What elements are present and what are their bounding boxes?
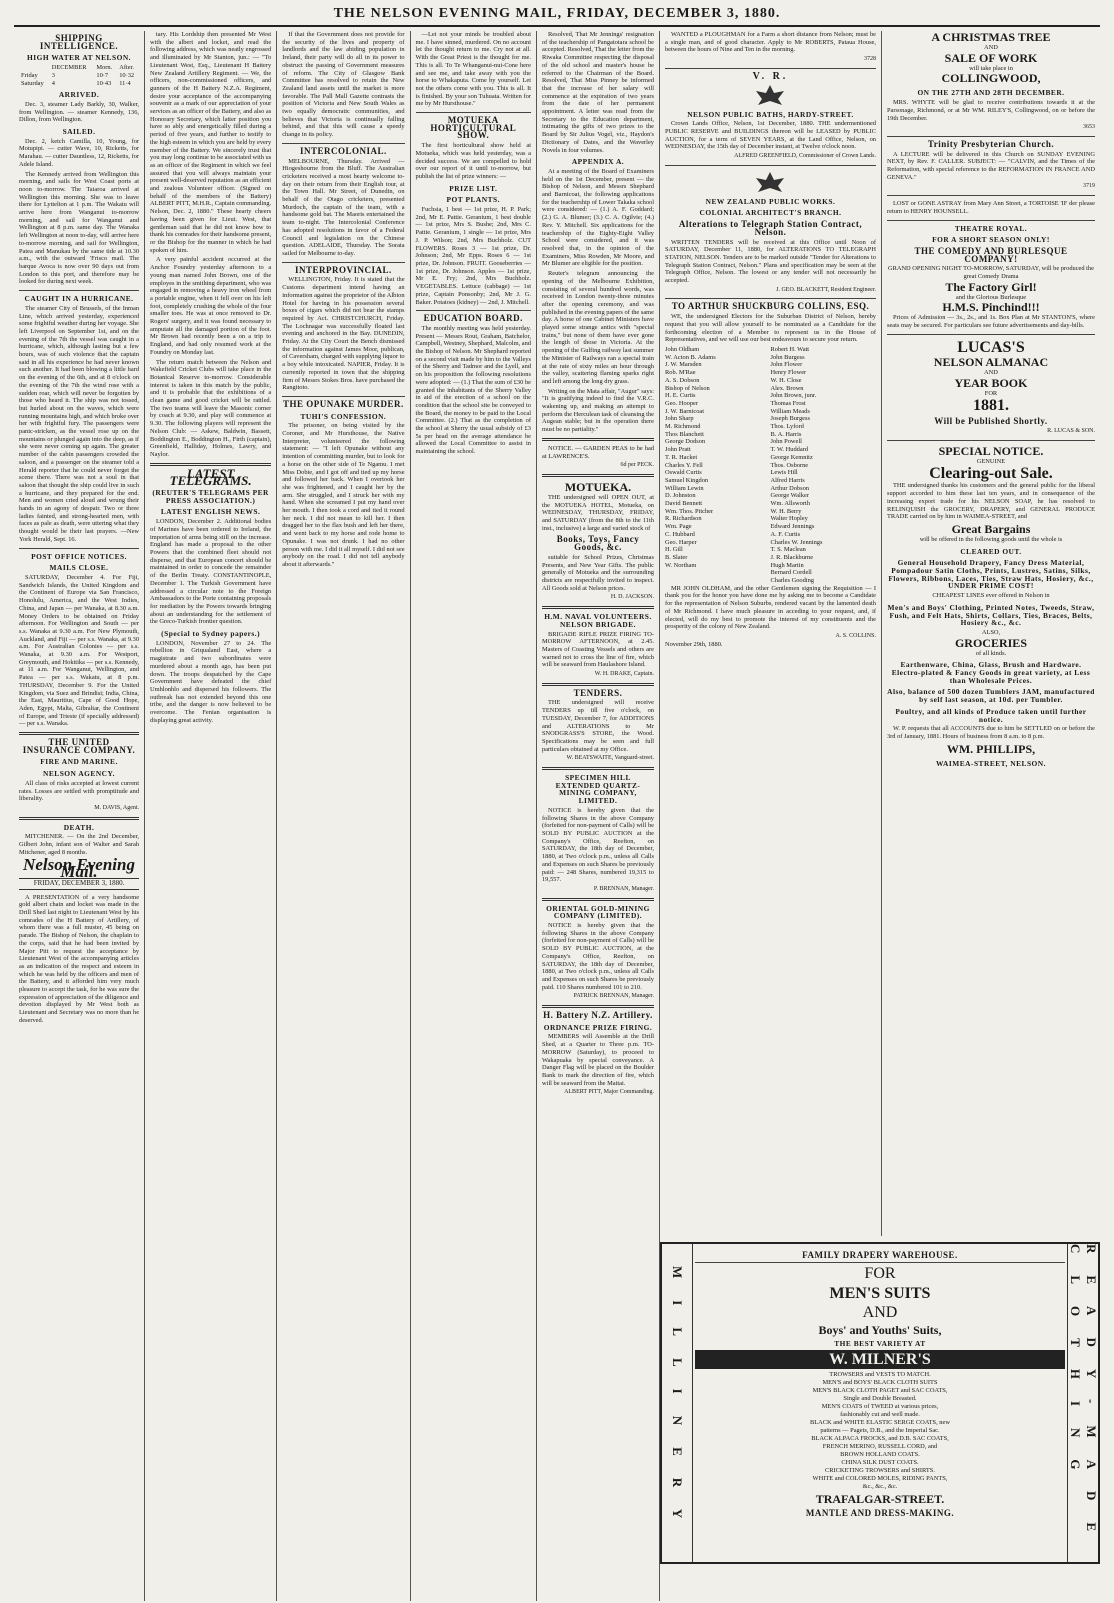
- signatory-name: W. H. Berry: [770, 507, 802, 515]
- insurance-agency: NELSON AGENCY.: [43, 769, 116, 779]
- milner-boys: Boys' and Youths' Suits,: [818, 1323, 942, 1337]
- lucas-for: FOR: [984, 389, 998, 397]
- signatory-name: Joseph Burgess: [770, 415, 810, 423]
- sailed-text: Dec. 2, ketch Camilla, 10, Young, for Motupipi. — cutter Wave, 10, Ricketts, for Marahau. — cutter Dauntless, 12, Ricketts, for Adele Island.: [19, 137, 140, 168]
- column-7: [882, 31, 1100, 1236]
- milner-item: patterns — Pagets, D.B., and the Imperial Sac.: [820, 1427, 940, 1434]
- theatre-open: GRAND OPENING NIGHT TO-MORROW, SATURDAY, will be produced the great Comedy Drama: [887, 265, 1094, 281]
- tenders-sign: W. BEATSWAITE, Vanguard-street.: [566, 755, 654, 762]
- signatory-name: J. R. Blackburne: [770, 553, 814, 561]
- reply-text: MR JOHN OLDHAM, and the other Gentlemen signing the Requisition — I thank you for the honor you have done me by asking me to become a Candidate for the representation of Nelson Suburbs, rendered vacant by the lamented death of Mr Richmond. I have much pleasure in acceding to your request, and, if elected, will do my best to promote the interest of my constituents and the prosperity of the colony of New Zealand.: [664, 584, 876, 631]
- board-text: Resolved, That Mr Jennings' resignation of the teachership of Pangatotara school be accepted. Resolved, That the letter from the Riwaka Committee respecting the disposal of the old school and master's house be referred to the Chairman of the Board. Resolved, That Miss Pinney be informed that the increase of her salary will commence at the expiration of two years from the date of her permanent appointment. A letter was read from the Secretary to the Education department, intimating the gifts of two prizes to the Board by Sir Julius Vogel, viz., Haydon's Dictionary of Dates, and the Waverley Novels in four volumes.: [541, 31, 654, 154]
- post-office-title: POST OFFICE NOTICES.: [31, 551, 127, 561]
- lucas-sub: NELSON ALMANAC: [933, 354, 1049, 369]
- signatory-name: W. Northam: [664, 561, 697, 569]
- tide-header-cell: Morn.: [96, 64, 113, 72]
- signatory-name: George Kemnitz: [770, 453, 813, 461]
- theatre-sub: FOR A SHORT SEASON ONLY!: [932, 235, 1050, 245]
- shipping-title: SHIPPING INTELLIGENCE.: [39, 33, 119, 51]
- milner-street: TRAFALGAR-STREET.: [815, 1492, 945, 1506]
- insurance-text: All class of risks accepted at lowest current rates. Losses are settled with promptitude and liberality.: [19, 779, 140, 803]
- tide-cell: Saturday: [21, 79, 44, 87]
- interprovincial-text: WELLINGTON, Friday. It is stated that the Customs department intend having an information against the proprietor of the Albion Hotel for having in his possession several boxes of cigars which did not bear the stamps required by Act. CHRISTCHURCH, Friday. The Lochnagar was successfully floated last evening and anchored in the Bay. DUNEDIN, Friday. At the City Court the Bench dismissed the information against James Moor, publican, of Caversham, charged with supplying liquor to a boy while intoxicated. NAPIER, Friday. It is currently reported in town that the shipping firm of Messrs Stokes Bros. have purchased the Rangitoto.: [282, 276, 405, 392]
- xmas-date: ON THE 27TH AND 28TH DECEMBER.: [917, 88, 1065, 98]
- milner-suits: MEN'S SUITS: [829, 1285, 931, 1302]
- prize-text: Fuchsia, 1 best — 1st prize, H. P. Park; 2nd, Mr E. Pattie. Geranium, 1 best double — 1st prize, Mrs S. Bushe; 2nd, Mrs C. Pattie. Geranium, 1 single — 1st prize, Mrs J. P. Wilson; 2nd, Mrs Buchholz. CUT FLOWERS. Roses 3 — 1st prize, Dr. Johnson; 2nd, Mr Epps. Roses 6 — 1st prize, Dr. Johnson. FRUIT. Gooseberries — 1st prize, Dr. Johnson. Apples — 1st prize, Mr E. Fry; 2nd, Mrs Buchholz. VEGETABLES. Lettuce (cabbage) — 1st prize, Captain Ponsonby; 2nd, Mr J. G. Baker. Potatoes (kidney) — 2nd, J. Mitchell.: [415, 206, 531, 306]
- signatory-name: M. Richmond: [664, 423, 701, 431]
- works-sub: COLONIAL ARCHITECT'S BRANCH.: [699, 208, 842, 218]
- signatory-name: Robert H. Watt: [770, 345, 810, 353]
- oriental-sign: PATRICK BRENNAN, Manager.: [573, 993, 654, 1000]
- divider: [416, 310, 531, 311]
- confession-text: —Let not your minds be troubled about me. I have sinned, murdered. On no account let the thought return to me. Cry not at all. With the Great Priest is the thought for me. This is all. To Te Whanganui-nui-Cone here and see me, and take away with you the horse to Whakaputa. Come by yourself. Let not the others come with you. This is all. It is finished. By your son Tuhuata. Written for me by Mr Hursthouse.": [415, 31, 531, 108]
- signatory-name: Rob. M'Rae: [664, 369, 696, 377]
- right-block: [660, 31, 1100, 1601]
- tenders-title: TENDERS.: [573, 687, 623, 698]
- tide-cell: 3: [51, 71, 55, 79]
- milner-item: CHINA SILK DUST COATS.: [841, 1459, 919, 1466]
- signatory-name: Wm. Allsworth: [770, 500, 810, 508]
- divider: [416, 112, 531, 113]
- divider: [887, 220, 1095, 221]
- specimen-hill-sign: P. BRENNAN, Manager.: [593, 885, 654, 892]
- xmas-and: AND: [984, 44, 998, 51]
- tide-cell: 4: [51, 79, 55, 87]
- royal-crest-icon: [750, 83, 790, 107]
- milner-for: FOR: [864, 1265, 896, 1282]
- interprovincial-title: INTERPROVINCIAL.: [295, 264, 392, 275]
- clearing-text: THE undersigned thanks his customers and the general public for the liberal support accorded to him these last ten years, and in consequence of the increasing export trade for his NELSON SOAP, he has resolved to RELINQUISH the GROCERY, DRAPERY, and GENERAL PRODUCE TRADE carried on by him in WAIMEA-STREET, and: [886, 482, 1095, 521]
- signatory-name: Thos. Osborne: [770, 461, 809, 469]
- signatory-name: William Meads: [770, 407, 810, 415]
- wanted-ad: WANTED a PLOUGHMAN for a Farm a short distance from Nelson; must be a single man, and of good character. Apply to Mr ROBERTS, Pataua House, between the hours of Nine and Ten in the morning.: [664, 31, 876, 54]
- theatre-after: and the Glorious Burlesque: [955, 293, 1027, 301]
- xmas-text: MRS. WHYTE will be glad to receive contributions towards it at the Parsonage, Richmond, or at Mr WM. RILEY'S, Collingwood, on or before the 19th December.: [886, 99, 1095, 122]
- xmas-num: 3653: [1082, 124, 1095, 131]
- reply-date: November 29th, 1880.: [664, 640, 723, 648]
- intercolonial-text: MELBOURNE, Thursday. Arrived — Hiogeshourne from the Bluff. The Australian cricketers received a most hearty welcome to-day on their return from their English tour, at the Town Hall. Mr Street, of Dunedin, on behalf of the Otago cricketers, presented Murdoch, the captain of the team, with a handsome gold bat. The Maoris entertained the team to-night. The Intercolonial Conference has adopted resolutions in favor of a Federal Council and legislation on the Chinese question. ADELAIDE, Thursday. The Sorata sailed for Melbourne to-day.: [282, 157, 405, 257]
- artillery-title: H. Battery N.Z. Artillery.: [543, 1010, 653, 1021]
- signatory-name: W. Acton B. Adams: [664, 353, 716, 361]
- signatory-name: A. S. Dobson: [664, 376, 700, 384]
- tenders-text: THE undersigned will receive TENDERS up till five o'clock, on TUESDAY, December 7, for ADDITIONS and ALTERATIONS to Mr SNODGRASS'S STORE, the Wood. Specifications may be seen and full particulars obtained at my Office.: [541, 699, 654, 753]
- accounts-text: W. P. requests that all ACCOUNTS due to him be SETTLED on or before the 3rd of January, 1881. Hours of business from 8 a.m. to 8 p.m.: [886, 725, 1095, 740]
- xmas-sale: SALE OF WORK: [944, 50, 1038, 65]
- works-title: NEW ZEALAND PUBLIC WORKS.: [705, 196, 836, 206]
- milner-item: CRICKETING TROWSERS and SHIRTS.: [825, 1467, 935, 1474]
- signatory-name: J. W. Marsden: [664, 361, 702, 369]
- artillery-sign: ALBERT PITT, Major Commanding.: [564, 1089, 654, 1096]
- column-5: [537, 31, 660, 1601]
- appendix-title: APPENDIX A.: [571, 157, 625, 167]
- requisition-text: WE, the undersigned Electors for the Suburban District of Nelson, hereby request that you will allow yourself to be nominated as a Candidate for the forthcoming election of a Member to represent us in the House of Representatives, and we will use our best endeavours to secure your return.: [664, 313, 876, 344]
- arrived-title: ARRIVED.: [58, 90, 100, 100]
- latest-telegrams-sub: (REUTER'S TELEGRAMS PER PRESS ASSOCIATION.): [152, 488, 269, 505]
- murder-text: The prisoner, on being visited by the Coroner, and Mr Hursthouse, the Native Interpreter, volunteered the following statement: — "I left Opunake without any intention of committing murder, but to look for a horse on the other side of Te Ngamu. I met Miss Dobie, and I got off and tied up my horse and followed her back. When I overtook her she was frightened, and I caught her by the arm. She struggled, and I struck her with my hand. When she screamed I put my hand over her mouth. I then took a cord and tied it round her neck. I did not mean to kill her. I then dragged her to the flax bush and left her there, and went back to my horse and rode home to Opunake. I was not drunk. I had no other person with me. I did it all myself. I did not see anybody on the road. I did not tell anybody about it afterwards.": [282, 422, 405, 568]
- insurance-title: THE UNITED INSURANCE COMPANY.: [22, 737, 136, 755]
- theatre-title: THEATRE ROYAL.: [954, 223, 1028, 233]
- signatory-name: William Lewin: [664, 484, 704, 492]
- tide-header-cell: DECEMBER: [51, 64, 87, 72]
- phillips-name: WM. PHILLIPS,: [946, 741, 1036, 756]
- cable-text: If that the Government does not provide for the security of the lives and property of landlords and the law abiding population in Ireland, their party will do all in its power to obstruct the passing of Government measures of reform. The City of Glasgow Bank Committee has resolved to retain the New Zealand land assets until the market is more favorable. The Pall Mall Gazette contrasts the position of Victoria and New South Wales as two equally democratic communities, and believes that Victoria is continually falling behind, and that this will cause a speedy change in its policy.: [282, 31, 405, 139]
- specimen-hill-text: NOTICE is hereby given that the following Shares in the above Company (forfeited for non-payment of Calls) will be SOLD BY PUBLIC AUCTION at the Company's Office, Reefton, on SATURDAY, the 18th day of December, 1880, at Two o'clock p.m., unless all Calls and Expenses on such Shares be previously paid: — 248 Shares, numbered 19,315 to 19,557.: [541, 806, 654, 884]
- death-title: DEATH.: [63, 822, 95, 832]
- signatory-name: W. H. Close: [770, 376, 802, 384]
- milner-main: [692, 1244, 1068, 1562]
- signatory-name: Thos. Lyford: [770, 423, 804, 431]
- divider: [282, 143, 404, 144]
- tide-row: [19, 72, 139, 80]
- column-2: [145, 31, 277, 1601]
- signatory-name: Geo. Harper: [664, 538, 697, 546]
- signatory-name: John Flower: [770, 361, 803, 369]
- groceries-title: GROCERIES: [954, 635, 1027, 650]
- presentation-text: tary. His Lordship then presented Mr West with the albert and locket, and read the following address, which was neatly engrossed and illuminated by Mr Stanton, jun.: — "To Lieutenant West, Esq., Lieutenant H Battery New Zealand Artillery Regiment. — We, the officers, non-commissioned officers, and gunners of the H Battery N.Z.A. Regiment, desire your acceptance of the accompanying souvenir as a mark of our appreciation of your services as an officer of the Battery, and also as Honorary Secretary, which latter position you have so ably and energetically filled during a period of five years, and further to testify to the high esteem in which you are held by every member of the Battery. We sincerely trust that you may long continue to be associated with us as an officer of the Regiment in which we feel assured that you will always maintain your present well-deserved reputation as an efficient and zealous Volunteer officer. (Signed on behalf of the members of the Battery) ALBERT PITT, M.H.R., Captain commanding. Nelson, Dec. 2, 1880." These hearty cheers having been given for Lieut. West, that gentleman said that he did not know how to thank his comrades for their handsome present, or the Bishop for the manner in which he had spoken of him.: [150, 31, 272, 254]
- reuters-text: Reuter's telegram announcing the opening of the Melbourne Exhibition, consisting of several hundred words, was received in London twenty-three minutes after the opening ceremony, and was published in the evening papers of the same day. A horse of one Cabinet Ministers have played some strange antics with "special trains," but none of them have ever gone the length of those in Victoria. At the opening of the Gulfing railway last summer the Minister of Railways ran a special train at the rate of sixty miles an hour through the valley, scattering flaming sparks right and left among the long dry grass.: [541, 270, 654, 385]
- signatory-name: H. Gill: [664, 546, 683, 554]
- milner-title: FAMILY DRAPERY WAREHOUSE.: [802, 1250, 958, 1260]
- baths-sign: ALFRED GREENFIELD, Commissioner of Crown Lands.: [734, 153, 876, 160]
- horticultural-text: The first horticultural show held at Motueka, which was held yesterday, was a decided success. We are compelled to hold over our report of it until to-morrow, but publish the list of prize winners: —: [415, 142, 531, 180]
- lucas-yearbook: YEAR BOOK: [954, 375, 1028, 390]
- signatory-name: Bernard Cordell: [770, 569, 812, 577]
- arrived-text: Dec. 3, steamer Lady Barkly, 30, Walker, from Wellington. — steamer Kennedy, 136, Dillon, from Wellington.: [19, 100, 140, 124]
- works-sign: J. GEO. BLACKETT, Resident Engineer.: [776, 286, 876, 293]
- specimen-hill-title: SPECIMEN HILL EXTENDED QUARTZ-MINING COMPANY, LIMITED.: [555, 773, 641, 806]
- divider: [542, 683, 654, 686]
- divider: [542, 474, 654, 477]
- tide-row: [19, 80, 139, 88]
- milner-item: BLACK ALPACA FROCKS, and D.B. SAC COATS,: [811, 1435, 949, 1442]
- goods-list: General Household Drapery, Fancy Dress Material, Pompadour Satin Cloths, Prints, Lustres, Satins, Silks, Flowers, Ribbons, Laces, Ties, Straw Hats, Hosiery, &c., UNDER PRIME COST!: [888, 558, 1094, 591]
- xmas-title: A CHRISTMAS TREE: [931, 31, 1051, 44]
- signatory-name: Thos Blanchett: [664, 430, 704, 438]
- lucas-sign: R. LUCAS & SON.: [1047, 427, 1095, 434]
- intercolonial-title: INTERCOLONIAL.: [300, 145, 387, 156]
- signatory-name: John Oldham: [664, 345, 700, 353]
- signatory-name: Samuel Kingdon: [664, 476, 709, 484]
- signatory-name: Charles Y. Fell: [664, 461, 703, 469]
- names-right: [770, 346, 876, 585]
- divider: [695, 1262, 1065, 1263]
- xmas-place: COLLINGWOOD,: [941, 71, 1041, 86]
- milner-item: TROWSERS and VESTS TO MATCH.: [829, 1371, 931, 1378]
- hurricane-title: CAUGHT IN A HURRICANE.: [24, 294, 134, 304]
- column-6: [660, 31, 882, 1236]
- works-head: Alterations to Telegraph Station Contract, Nelson.: [678, 219, 863, 237]
- motueka-goods: Books, Toys, Fancy Goods, &c.: [556, 534, 640, 553]
- trinity-title: Trinity Presbyterian Church.: [927, 138, 1055, 149]
- earthenware: Earthenware, China, Glass, Brush and Hardware. Electro-plated & Fancy Goods in great variety, at Less than Wholesale Prices.: [891, 660, 1091, 685]
- signatory-name: John Pratt: [664, 446, 691, 454]
- special-title: (Special to Sydney papers.): [161, 629, 261, 639]
- cleared-out: CLEARED OUT.: [960, 546, 1022, 556]
- signatory-name: A. F. Curtis: [770, 530, 801, 538]
- royal-crest-icon: [750, 170, 790, 194]
- signatory-name: Alfred Harris: [770, 476, 805, 484]
- milner-item: MEN'S BLACK CLOTH PAGET and SAC COATS,: [812, 1387, 948, 1394]
- milner-best: THE BEST VARIETY AT: [834, 1339, 926, 1348]
- signatory-name: Charles Gooding: [770, 577, 814, 585]
- millinery-side: MILLINERY: [669, 1265, 685, 1541]
- signatory-name: T. W. Huddard: [770, 446, 808, 454]
- lucas-and: AND: [984, 368, 998, 376]
- tide-table: [19, 64, 139, 87]
- divider: [19, 732, 139, 735]
- signatory-name: Wm. Page: [664, 523, 692, 531]
- genuine-label: GENUINE: [976, 457, 1006, 465]
- peas-price: 6d per PECK.: [620, 462, 654, 469]
- milner-item: BLACK and WHITE ELASTIC SERGE COATS, new: [810, 1419, 950, 1426]
- signatory-name: Walter Hopley: [770, 515, 808, 523]
- theatre-burlesque: H.M.S. Pinchind!!!: [942, 300, 1040, 315]
- also-label: ALSO,: [981, 628, 1001, 636]
- tide-title: HIGH WATER AT NELSON.: [27, 53, 132, 63]
- english-news-text: LONDON, December 2. Additional bodies of Marines have been ordered to Ireland, the importation of arms being still on the increase. England has made a proposal to the other Powers that the combined fleet should not disperse, and that European concert should be maintained in order to concede the remainder of the Berlin Treaty. CONSTANTINOPLE, December 1. The Turkish Government have addressed a circular note to the Foreign Ambassadors to the Porte containing proposals for mediation by the Powers towards bringing about an understanding for the settlement of the Greco-Turkish frontier question.: [150, 518, 272, 626]
- groceries-kinds: of all kinds.: [975, 649, 1007, 657]
- signatory-name: H. E. Curtis: [664, 392, 696, 400]
- page-masthead: THE NELSON EVENING MAIL, FRIDAY, DECEMBER 3, 1880.: [14, 4, 1100, 27]
- sailed-title: SAILED.: [62, 127, 96, 137]
- milner-item: &c., &c., &c.: [862, 1483, 898, 1490]
- signatory-name: C. Hubbard: [664, 530, 695, 538]
- lucas-year: 1881.: [972, 397, 1009, 415]
- divider: [282, 262, 404, 263]
- paper-title: Nelson Evening Mail.: [23, 854, 135, 882]
- signatory-name: Thomas Frost: [770, 399, 806, 407]
- signatory-name: George Dodson: [664, 438, 706, 446]
- post-office-text: SATURDAY, December 4. For Fiji, Sandwich Islands, the United Kingdom and the Continent of Europe via San Francisco, Honolulu, America, and the West Indies, China, and Japan — per Wanaka, at 8.30 a.m. Money Orders to be obtained on Friday afternoon. For Wellington and South — per s.s. Wanaka at 9.30 a.m. For New Plymouth, Auckland, and Fiji — per s.s. Wanaka, at 9.30 a.m. For Australian Colonies — per s.s. Wanaka, at 9.30 a.m. For Westport, Greymouth, and Hokitika — per s.s. Kennedy, at 11 a.m. For Wanganui, Wellington, and Patea — per s.s. Wakatu, at 8 p.m. THURSDAY, December 9. For the United Kingdom, via Suez and Brindisi; India, China, the East, Mauritius, Cape of Good Hope, Aden, Egypt, Malta, Gibraltar, the Continent of Europe, and Trieste (if specially addressed) — per s.s. Wanaka.: [19, 574, 140, 728]
- artillery-text: MEMBERS will Assemble at the Drill Shed, at a Quarter to Three p.m. TO-MORROW (Saturday), to proceed to Wakapuaka by special conveyance. A Danger Flag will be placed on the Boulder Bank to mark the direction of fire, which will be seaward from the Maitai.: [541, 1033, 654, 1087]
- murder-title: THE OPUNAKE MURDER.: [283, 398, 404, 409]
- signatory-name: Geo. Hooper: [664, 399, 698, 407]
- divider: [887, 136, 1095, 137]
- lucas-text: Will be Published Shortly.: [934, 416, 1048, 427]
- signatory-name: George Walker: [770, 492, 809, 500]
- signatory-name: T. R. Hacket: [664, 453, 698, 461]
- names-left: [665, 346, 771, 585]
- column-3: [277, 31, 410, 1601]
- milner-item: fashionably cut and well made.: [840, 1411, 920, 1418]
- divider: [542, 606, 654, 609]
- education-title: EDUCATION BOARD.: [423, 313, 523, 324]
- tide-cell: 10·43: [96, 79, 112, 87]
- divider: [542, 767, 654, 770]
- clearing-title: Clearing-out Sale.: [929, 465, 1053, 483]
- baths-text: Crown Lands Office, Nelson, 1st December, 1880. THE undermentioned PUBLIC RESERVE and BUILDINGS thereon will be LEASED by PUBLIC AUCTION, for a term of SEVEN YEARS, at the Land Office, Nelson, on WEDNESDAY, the 15th day of December instant, at Twelve o'clock noon.: [664, 120, 876, 151]
- signatory-name: Arthur Dobson: [770, 484, 810, 492]
- insurance-agent: M. DAVIS, Agent.: [94, 804, 140, 811]
- poultry: Poultry, and all kinds of Produce taken until further notice.: [895, 706, 1087, 724]
- divider: [19, 817, 139, 820]
- works-text: WRITTEN TENDERS will be received at this Office until Noon of SATURDAY, December 11, 1880, for ALTERATIONS TO TELEGRAPH STATION, NELSON. Tenders are to be marked outside "Tender for Alterations to Telegraph Station Contract, Nelson." Plans and specification may be seen at the Telegraph Office, Nelson. The lowest or any tender will not necessarily be accepted.: [664, 238, 876, 285]
- signatory-name: T. S. Maclean: [770, 546, 806, 554]
- column-4: [411, 31, 537, 1601]
- jersey-text: Writing on the Mata affair, "Augur" says: "It is gratifying indeed to find the V.R.C. wakening up, and making an attempt to perform the Herculean task of cleansing the Augean stable; but in the operation there must be no partiality.": [541, 387, 654, 434]
- column-1: [14, 31, 145, 1601]
- paper-date: FRIDAY, DECEMBER 3, 1880.: [19, 878, 139, 890]
- oriental-title: ORIENTAL GOLD-MINING COMPANY (LIMITED).: [546, 903, 650, 921]
- bargains-title: Great Bargains: [951, 521, 1031, 536]
- ready-made-side: READY-MADE CLOTHING: [1067, 1244, 1099, 1554]
- theatre-company: THE COMEDY AND BURLESQUE COMPANY!: [914, 245, 1068, 264]
- signatory-name: John Brown, junr.: [770, 392, 817, 400]
- signatory-name: Wm. Thos. Pitcher: [664, 507, 714, 515]
- milner-item: MEN'S COATS of TWEED at various prices,: [821, 1403, 939, 1410]
- tide-header-cell: After.: [119, 64, 134, 72]
- signatory-name: Henry Flower: [770, 369, 807, 377]
- special-text: LONDON, November 27 to 24. The rebellion in Griqualand East, where a magistrate and two subordinates were murdered about a month ago, has been put down. The troops despatched by the Cape Government have defeated the chief Umhlonhlo and dispersed his followers. The outbreak has not extended beyond this one tribe, and the danger is now believed to be overcome. The Fenian organisation is displaying great activity.: [150, 639, 272, 724]
- motueka-tail: suitable for School Prizes, Christmas Presents, and New Year Gifts. The public generally of Motueka and the surrounding districts are respectfully invited to inspect. All Goods sold at Nelson prices.: [541, 553, 654, 592]
- signatory-name: Lewis Hill: [770, 469, 798, 477]
- milner-item: FRENCH MERINO, RUSSELL CORD, and: [822, 1443, 938, 1450]
- requisition-title: TO ARTHUR SHUCKBURG COLLINS, ESQ.: [671, 301, 870, 312]
- signatory-name: John Sharp: [664, 415, 694, 423]
- tide-cell: 10·32: [119, 71, 135, 79]
- lucas-title: LUCAS'S: [957, 338, 1025, 356]
- pot-plants-title: POT PLANTS.: [446, 195, 500, 205]
- milner-items: [695, 1371, 1065, 1491]
- milner-shop: W. MILNER'S: [695, 1350, 1065, 1369]
- divider: [665, 165, 876, 166]
- theatre-prices: Prices of Admission — 3s., 2s., and 1s. Box Plan at Mr STANTON'S, where seats may be secured. For particulars see future advertisements and day-bills.: [886, 314, 1095, 330]
- bargains-text: will be offered in the following goods until the whole is: [919, 535, 1063, 543]
- milner-advert: [660, 1242, 1100, 1564]
- signatory-name: J. W. Barnicoat: [664, 407, 705, 415]
- signatory-name: Charles W. Jennings: [770, 538, 823, 546]
- english-news-title: LATEST ENGLISH NEWS.: [160, 507, 261, 517]
- divider: [19, 290, 139, 291]
- reply-sign: A. S. COLLINS.: [835, 633, 876, 639]
- xmas-held: will take place in: [969, 64, 1013, 72]
- divider: [542, 898, 654, 901]
- milner-item: WHITE and COLORED MOLES, RIDING PANTS,: [812, 1475, 948, 1482]
- horticultural-title: MOTUEKA HORTICULTURAL SHOW.: [430, 115, 517, 141]
- signatory-name: Alex. Brown: [770, 384, 804, 392]
- baths-title: NELSON PUBLIC BATHS, HARDY-STREET.: [687, 109, 854, 119]
- peas-notice: NOTICE. — GARDEN PEAS to be had at LAWRENCE'S.: [541, 444, 654, 460]
- divider: [887, 195, 1095, 196]
- columns: [14, 31, 1100, 1601]
- volunteers-text: BRIGADE RIFLE PRIZE FIRING TO-MORROW AFTERNOON, at 2.45. Masters of Coasting Vessels and others are warned not to cross the line of fire, which will be seaward from Haulashore Island.: [541, 630, 654, 669]
- tide-header-row: [19, 64, 139, 72]
- milner-mantle: MANTLE AND DRESS-MAKING.: [805, 1508, 955, 1518]
- signatory-name: David Bennett: [664, 500, 703, 508]
- education-text: The monthly meeting was held yesterday. Present — Messrs Rout, Graham, Batchelor, Campbell, Westney, Shephard, Malcolm, and the Bishop of Nelson. Mr Shephard reported on a second visit made by him to the Valleys of the Sherry and Tadmor and the Lyell, and on his proposition the following resolutions were adopted: — (1.) That the sum of £30 be granted the inhabitants of the Sherry Valley in aid of the erection of a school on the condition that the school site be conveyed to the Board, the money to be paid to the Local Committee. (2.) That as the completion of the school at Sherry the usual subsidy of £3 5s per head on the average attendance be allowed the Local Committee to assist in maintaining the school.: [415, 324, 531, 456]
- artillery-sub: ORDNANCE PRIZE FIRING.: [543, 1022, 653, 1032]
- motueka-title: MOTUEKA.: [564, 479, 632, 494]
- cricket-text: The return match between the Nelson and Wakefield Cricket Clubs will take place in the Botanical Reserve to-morrow. Considerable interest is taken in this match by the public, and it is probable that the exhibitions of a clean game and good cricket will be rattled. The two teams will leave the Masonic corner by coach at 9.30, and play will commence at 9.30. The following players will represent the Nelson Club: — Askew, Baldwin, Bassett, Boddington E., Boddington H., Firth (captain), Greenfield, Halliday, Holmes, Lawry, and Naylor.: [150, 358, 272, 458]
- insurance-sub: FIRE AND MARINE.: [40, 757, 118, 767]
- phillips-address: WAIMEA-STREET, NELSON.: [935, 758, 1046, 768]
- death-text: MITCHENER. — On the 2nd December, Gilbert John, infant son of Walter and Sarah Mitchener, aged 8 months.: [19, 833, 140, 856]
- divider: [665, 298, 876, 299]
- divider: [887, 334, 1095, 335]
- signatory-name: Oswald Curtis: [664, 469, 702, 477]
- tide-header-cell: [19, 64, 50, 72]
- signatory-name: B. Slater: [664, 553, 688, 561]
- divider: [282, 396, 404, 397]
- requisition-names: [665, 346, 876, 585]
- tide-cell: 11·4: [119, 79, 131, 87]
- cheapest-lines: CHEAPEST LINES ever offered in Nelson in: [932, 592, 1050, 600]
- signatory-name: Bishop of Nelson: [664, 384, 710, 392]
- milner-and: AND: [862, 1304, 898, 1321]
- mens-clothing: Men's and Boys' Clothing, Printed Notes, Tweeds, Straw, Fush, and Felt Hats, Shirts, Collars, Ties, Braces, Belts, Hosiery &c., &c.: [887, 602, 1095, 628]
- latest-telegrams-title: LATEST TELEGRAMS.: [169, 465, 252, 489]
- tide-cell: 10·7: [96, 71, 109, 79]
- trinity-text: A LECTURE will be delivered in this Church on SUNDAY EVENING NEXT, by Rev. F. CALLER. SUBJECT: — "CALVIN, and the Times of the Reformation, with special reference to the REFORMATION IN FRANCE AND GENEVA.": [886, 150, 1095, 181]
- murder-sub: TUHI'S CONFESSION.: [300, 411, 387, 421]
- hurricane-text: The steamer City of Brussels, of the Inman Line, which arrived yesterday, experienced some frightful weather during her voyage. She left Liverpool on September 1st, and on the evening of the 7th the vessel was caught in a hurricane, which, although lasting but a few hours, was of such violence that the captain said in all his experience he had never known such another. It had been blowing a little hard on the evening of the 6th, and at 8 o'clock on the evening of the 7th the wind rose with a sudden roar, which will never be forgotten by those who heard it. The ship was not tossed, but hurled about on the waves, which were running mountains high, and which broke over her with frightful fury. The passengers were panic-stricken, as the vessel rose up on the mountains or plunged again into the deep, as if she were never coming up again. The greater number of the cabin passengers crowded the saloon, and a passenger on the steamer told a Herald reporter that he could never forget the scene there. There was not a soul in that saloon that thought the ship could live in such a hurricane, and they prepared for the end. Men and women cried aloud and wrung their hands in an agony of despair. Two or three ladies fainted, and strong-hearted men, with faces as pale as death, were uttering what they thought would be their last prayers. —New York Herald, Sept. 16.: [19, 304, 140, 543]
- right-columns: [660, 31, 1100, 1236]
- royal-vr: V. R.: [752, 70, 789, 82]
- special-notice-title: SPECIAL NOTICE.: [938, 443, 1044, 458]
- signatory-name: John Burgess: [770, 353, 805, 361]
- milner-item: BROWN HOLLAND COATS.: [840, 1451, 920, 1458]
- signatory-name: R. Richardson: [664, 515, 702, 523]
- divider: [665, 68, 876, 69]
- signatory-name: Hugh Martin: [770, 561, 804, 569]
- milner-item: MEN'S and BOYS' BLACK CLOTH SUITS: [822, 1379, 938, 1386]
- theatre-play: The Factory Girl!: [945, 279, 1037, 294]
- oriental-text: NOTICE is hereby given that the following Shares in the above Company (forfeited for non-payment of Calls) will be SOLD BY PUBLIC AUCTION, at the Company's Office, Reefton, on SATURDAY, the 18th day of December, 1880, at Two o'clock p.m., unless all Calls and Expenses on such Shares be previously paid. 110 Shares numbered 101 to 210.: [541, 922, 654, 991]
- volunteers-sign: W. H. DRAKE, Captain.: [594, 671, 654, 678]
- motueka-sign: H. D. JACKSON.: [610, 594, 654, 601]
- signatory-name: John Powell: [770, 438, 802, 446]
- divider: [19, 548, 139, 549]
- signatory-name: D. Johnston: [664, 492, 696, 500]
- divider: [887, 440, 1095, 441]
- divider: [542, 1005, 654, 1008]
- wanted-num: 3728: [863, 56, 876, 63]
- accident-text: A very painful accident occurred at the Anchor Foundry yesterday afternoon to a young man named John Brown, one of the employes in the smithing department, who was engaged in removing a heavy iron wheel from a portable engine, when it fell over on his left foot, completely crushing the whole of the four smaller toes. He was at once removed to Dr. Rogers' surgery, and it was found necessary to amputate all the damaged portion of the foot. Mr Brown had recently been a on a trip to England, and had only resumed work at the Foundry on Monday last.: [150, 256, 272, 356]
- tumblers: Also, balance of 500 dozen Tumblers JAM, manufactured by self last season, at 10d. per Tumbler.: [887, 687, 1095, 705]
- trinity-num: 3719: [1082, 183, 1095, 190]
- milner-item: Single and Double Breasted.: [843, 1395, 917, 1402]
- mails-close-title: MAILS CLOSE.: [49, 563, 109, 573]
- leader-text: A PRESENTATION of a very handsome gold albert chain and locket was made in the Drill Shed last night to Lieutenant West by his comrades of the H Battery of Artillery, of whom there was a full muster, 45 being on parade. The Bishop of Nelson, the chaplain to the corps, said that he had been invited by Major Pitt to request the acceptance by Lieutenant West of the accompanying articles as an indication of the respect and esteem in which he was held by the officers and men of the Battery, and it afforded him very much pleasure to accept the task, for he was sure the expression of appreciation of the diligence and devotion displayed by Mr West both as Lieutenant and Secretary was no more than he deserved.: [19, 893, 140, 1024]
- tide-cell: Friday: [21, 71, 38, 79]
- signatory-name: Edward Jennings: [770, 523, 815, 531]
- motueka-text: THE undersigned will OPEN OUT, at the MOTUEKA HOTEL, Motueka, on WEDNESDAY, THURSDAY, FRIDAY, and SATURDAY (from the 8th to the 11th inst., inclusive) a large and varied stock of: [541, 493, 654, 532]
- signatory-name: B. A. Harris: [770, 430, 802, 438]
- volunteers-title: H.M. NAVAL VOLUNTEERS. NELSON BRIGADE.: [544, 612, 652, 629]
- prize-list-title: PRIZE LIST.: [449, 183, 498, 193]
- divider: [542, 438, 654, 441]
- lost-text: LOST or GONE ASTRAY from Mary Ann Street, a TORTOISE 'IF der please return to HENRY HOUNSELL.: [886, 200, 1095, 215]
- appendix-text: At a meeting of the Board of Examiners held on the 1st December, present — the Bishop of Nelson, and Messrs Shephard and Barnicoat, the following applications for the teachership of Lower Takaka school were considered: — (1.) A. F. Goddard; (2.) G. A. Blumer; (3.) C. A. Ogilvie; (4.) Rev. Y. Mitchell. Six applications for the teachership of the Eighty-Eight Valley School were considered, and it was resolved that, in the opinion of the Examiners, Miss Rowden, Mr Moore, and Mr Blumer are eligible for the position.: [541, 167, 654, 268]
- shipping-text: The Kennedy arrived from Wellington this morning, and sails for West Coast ports at noon to-morrow. The Taiaroa arrived at Wellington this morning. She was to leave there for Lyttelton at 1 p.m. The Wakatu will arrive here from Wanganui to-morrow morning, and sail for Wanganui and Wellington at 8 p.m. same day. The Wanaka left Wellington at noon to-day, will arrive here to-morrow morning, and sail for Wellington, Patea and Manukau by the same tide at 10.30 a.m., with the outward 'Frisco mail. The barque Avoca is now over 90 days out from London to this port, and therefore may be looked for during next week.: [19, 170, 140, 286]
